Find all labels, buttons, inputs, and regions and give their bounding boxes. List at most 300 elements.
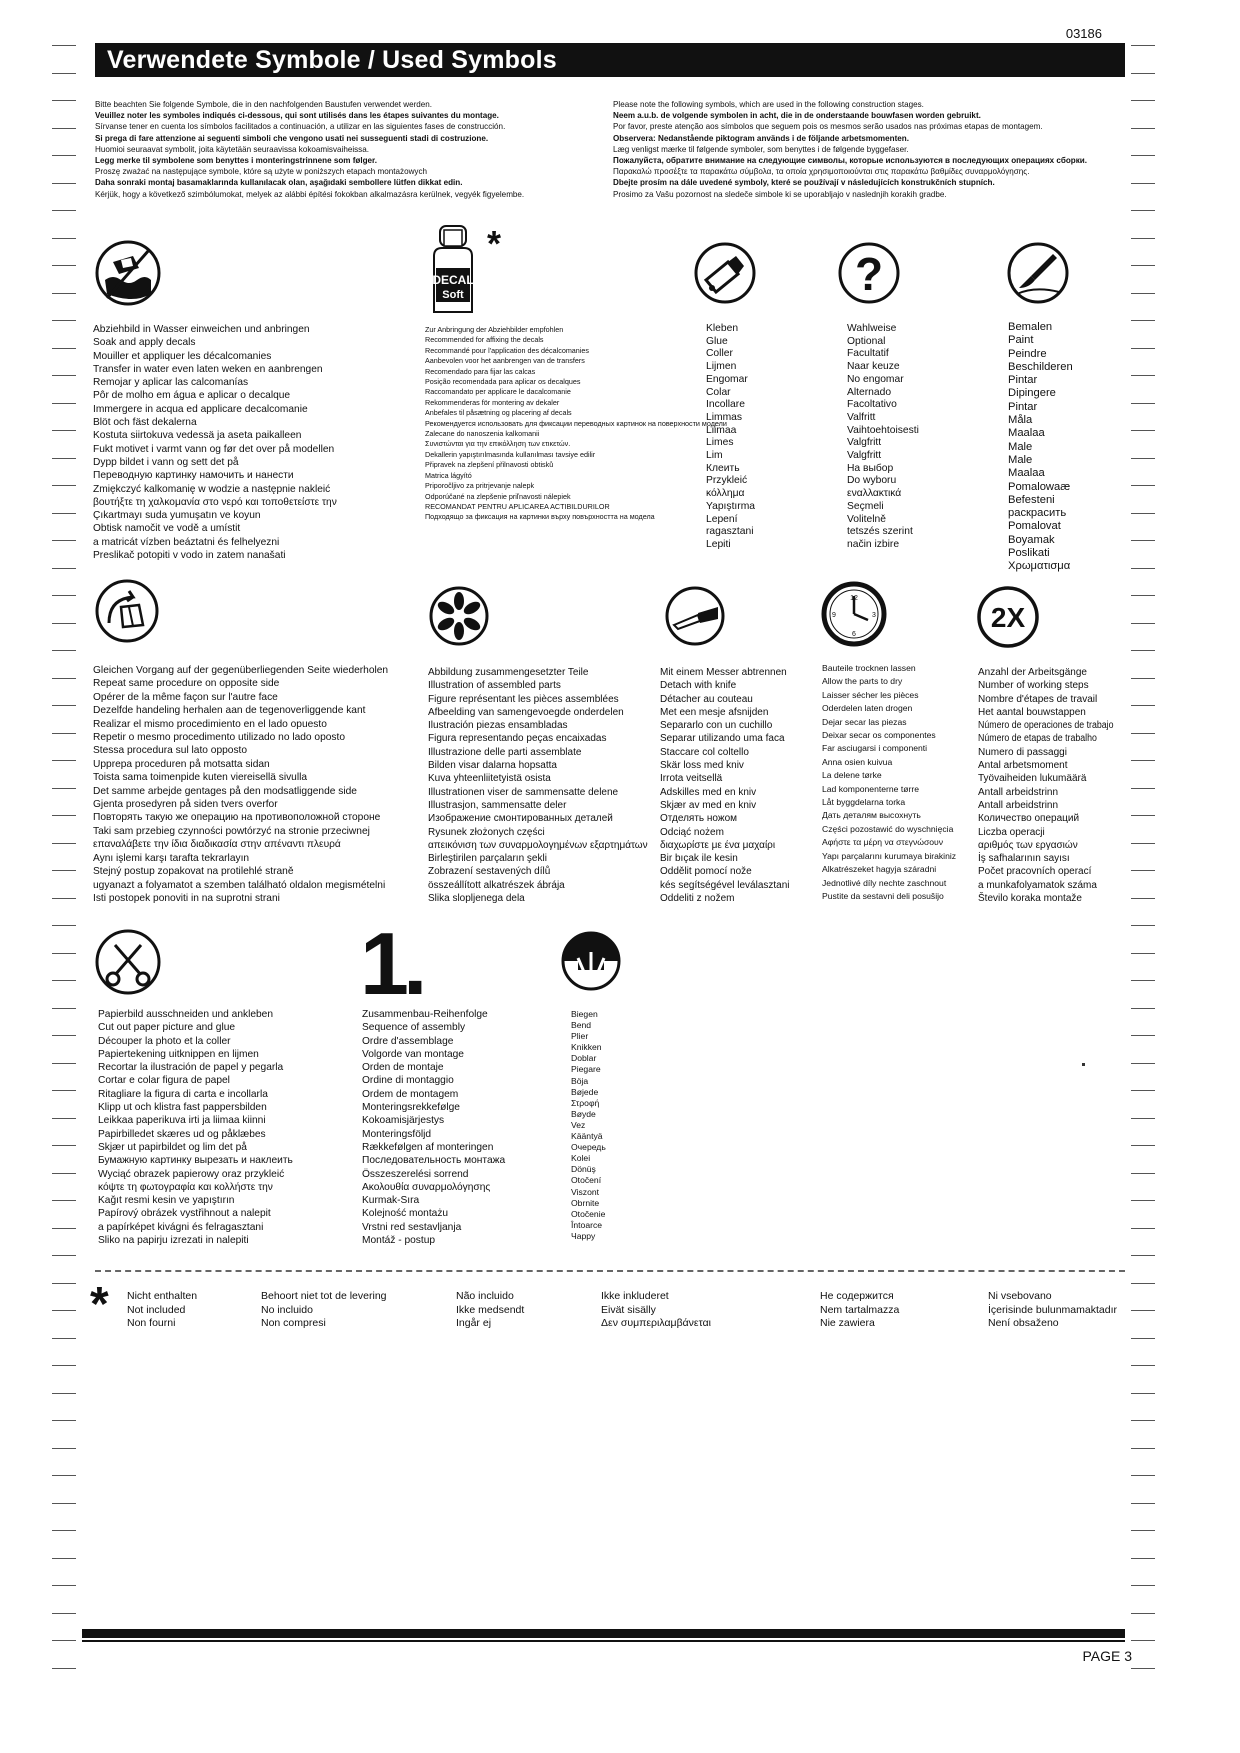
text-line: Slika slopljenega dela bbox=[428, 893, 525, 905]
text-line: Biegen bbox=[571, 1009, 598, 1019]
text-line: Separar utilizando uma faca bbox=[660, 733, 785, 745]
text-line: Valgfritt bbox=[847, 437, 882, 449]
text-line: Aynı işlemi karşı tarafta tekrarlayın bbox=[93, 852, 250, 864]
text-line: Boyamak bbox=[1008, 533, 1055, 546]
text-line: Antall arbeidstrinn bbox=[978, 786, 1059, 798]
text-line: Remojar y aplicar las calcomanías bbox=[93, 377, 249, 389]
text-line: Met een mesje afsnijden bbox=[660, 706, 769, 718]
text-line: αριθμός των εργασιών bbox=[978, 839, 1078, 851]
text-line: Bøyde bbox=[571, 1108, 596, 1119]
margin-dash bbox=[1131, 1448, 1155, 1449]
optional-question-icon bbox=[836, 240, 902, 306]
text-line: Leikkaa paperikuva irti ja liimaa kiinni bbox=[98, 1115, 266, 1127]
margin-dash bbox=[52, 898, 76, 899]
text-line: Antal arbetsmoment bbox=[978, 760, 1068, 772]
margin-dash bbox=[52, 1283, 76, 1284]
times-two-icon bbox=[976, 585, 1040, 649]
text-line: Illustrationen viser de sammensatte delene bbox=[428, 786, 619, 798]
text-line: Rysunek złożonych części bbox=[428, 826, 545, 838]
margin-dash bbox=[52, 1585, 76, 1586]
optional-text bbox=[847, 323, 919, 552]
text-line: Бумажную картинку вырезать и наклеить bbox=[98, 1155, 293, 1167]
text-line: Obtisk namočit ve vodě a umístit bbox=[93, 523, 241, 535]
text-line: Måla bbox=[1008, 414, 1033, 427]
text-line: Пожалуйста, обратите внимание на следующие символы, которые используются в последующих операциях сборки. bbox=[613, 156, 1087, 166]
text-line: Очередь bbox=[571, 1142, 606, 1153]
text-line: Naar keuze bbox=[847, 361, 900, 373]
text-line: Numero di passaggi bbox=[978, 746, 1067, 758]
text-line: κόψτε τη φωτογραφία και κολλήστε την bbox=[98, 1181, 273, 1193]
text-line: Pintar bbox=[1008, 400, 1038, 413]
text-line: Kokoamisjärjestys bbox=[362, 1115, 445, 1127]
margin-dash bbox=[52, 595, 76, 596]
margin-dash bbox=[1131, 348, 1155, 349]
soak-decal-text bbox=[93, 323, 337, 562]
margin-dash bbox=[1131, 1035, 1155, 1036]
text-line: Yapıştırma bbox=[706, 500, 756, 512]
text-line: Opérer de la même façon sur l'autre face bbox=[93, 691, 278, 703]
text-line: Vaihtoehtoisesti bbox=[847, 424, 919, 436]
text-line: Figura representando peças encaixadas bbox=[428, 733, 607, 745]
illustration-text bbox=[428, 666, 648, 905]
text-line: Papirbilledet skæres ud og påklæbes bbox=[98, 1128, 266, 1140]
text-line: Papierbild ausschneiden und ankleben bbox=[98, 1009, 274, 1020]
text-line: Preslikač potopiti v vodo in zatem nanašati bbox=[93, 550, 286, 562]
text-line: Дать деталям высохнуть bbox=[822, 810, 921, 821]
decal-soft-text bbox=[425, 325, 727, 523]
text-line: βουτήξτε τη χαλκομανία στο νερό και τοποθετείστε την bbox=[93, 496, 337, 508]
margin-dash bbox=[52, 925, 76, 926]
margin-dash bbox=[52, 128, 76, 129]
text-line: La delene tørke bbox=[822, 770, 882, 781]
text-line: Ikke inkluderet bbox=[601, 1290, 669, 1302]
bend-text bbox=[571, 1009, 606, 1242]
margin-dash bbox=[52, 1558, 76, 1559]
not-included-asterisk-icon: * bbox=[90, 1278, 109, 1331]
margin-dash bbox=[1131, 678, 1155, 679]
margin-dash bbox=[52, 870, 76, 871]
text-line: Kuva yhteenliitetyistä osista bbox=[428, 773, 551, 785]
margin-dash bbox=[52, 1090, 76, 1091]
text-line: Întoarce bbox=[571, 1219, 603, 1230]
margin-dash bbox=[52, 348, 76, 349]
text-line: Nombre d'étapes de travail bbox=[978, 693, 1098, 705]
text-line: Het aantal bouwstappen bbox=[978, 706, 1086, 718]
text-line: Количество операций bbox=[978, 813, 1080, 825]
margin-dash bbox=[1131, 458, 1155, 459]
text-line: Клеить bbox=[706, 462, 740, 474]
margin-dash bbox=[52, 540, 76, 541]
page-title: Verwendete Symbole / Used Symbols bbox=[107, 46, 557, 74]
margin-dash bbox=[1131, 1200, 1155, 1201]
text-line: На выбор bbox=[847, 462, 894, 474]
margin-dash bbox=[52, 1475, 76, 1476]
text-line: κόλλημα bbox=[706, 488, 745, 500]
text-line: απεικόνιση των συναρμολογημένων εξαρτημάτων bbox=[428, 839, 648, 851]
text-line: Detach with knife bbox=[660, 680, 737, 692]
not-included-group bbox=[261, 1290, 387, 1331]
text-line: Repeat same procedure on opposite side bbox=[93, 678, 280, 690]
text-line: Počet pracovních operací bbox=[978, 866, 1092, 878]
text-line: Sequence of assembly bbox=[362, 1022, 466, 1034]
text-line: раскрасить bbox=[1008, 507, 1067, 520]
margin-dash bbox=[52, 1448, 76, 1449]
text-line: Ordre d'assemblage bbox=[362, 1035, 454, 1047]
margin-dash bbox=[52, 1530, 76, 1531]
text-line: Peindre bbox=[1008, 347, 1047, 360]
text-line: RECOMANDAT PENTRU APLICAREA ACTIBILDURILOR bbox=[425, 501, 610, 511]
text-line: Volgorde van montage bbox=[362, 1048, 464, 1060]
glue-text bbox=[706, 323, 755, 552]
text-line: Παρακαλώ προσέξτε τα παρακάτω σύμβολα, τα οποία χρησιμοποιούνται στις παρακάτω βαθμίδες συναρμολόγησης. bbox=[613, 167, 1030, 177]
text-line: Montáž - postup bbox=[362, 1235, 436, 1247]
margin-dash bbox=[1131, 128, 1155, 129]
text-line: Χρωματισμα bbox=[1008, 560, 1071, 573]
text-line: Kurmak-Sıra bbox=[362, 1195, 420, 1207]
text-line: ugyanazt a folyamatot a szemben található oldalon megismételni bbox=[93, 879, 386, 891]
soft-label: Soft bbox=[442, 289, 464, 301]
text-line: Dbejte prosím na dále uvedené symboly, které se používají v následujících konstrukčních stupních. bbox=[613, 178, 995, 188]
text-line: Не содержится bbox=[820, 1290, 894, 1302]
repeat-text bbox=[93, 664, 388, 905]
text-line: Kolejność montażu bbox=[362, 1208, 449, 1220]
asterisk-icon: * bbox=[486, 223, 502, 264]
margin-dash bbox=[1131, 293, 1155, 294]
text-line: Découper la photo et la coller bbox=[98, 1035, 231, 1047]
text-line: Staccare col coltello bbox=[660, 746, 749, 758]
text-line: İş safhalarının sayısı bbox=[978, 853, 1070, 865]
text-line: Figure représentant les pièces assemblées bbox=[428, 693, 619, 705]
text-line: a papírképet kivágni és felragasztani bbox=[98, 1221, 264, 1233]
margin-dash bbox=[52, 155, 76, 156]
margin-dash bbox=[1131, 1640, 1155, 1641]
decal-soft-bottle-icon bbox=[428, 222, 518, 317]
text-line: Ordine di montaggio bbox=[362, 1075, 454, 1087]
text-line: Anzahl der Arbeitsgänge bbox=[978, 667, 1087, 678]
margin-dash bbox=[1131, 1613, 1155, 1614]
text-line: Stejný postup zopakovat na protilehlé straně bbox=[93, 866, 294, 878]
paint-brush-icon bbox=[1005, 240, 1071, 306]
text-line: Oddělit pomocí nože bbox=[660, 866, 752, 878]
text-line: Części pozostawić do wyschnięcia bbox=[822, 823, 954, 834]
margin-dash bbox=[52, 1365, 76, 1366]
text-line: Antall arbeidstrinn bbox=[978, 799, 1059, 811]
text-line: Συνιστώνται για την επικόλληση των ετικετών. bbox=[425, 439, 571, 449]
text-line: Gleichen Vorgang auf der gegenüberliegenden Seite wiederholen bbox=[93, 665, 389, 676]
text-line: Lepení bbox=[706, 513, 738, 525]
text-line: Dekallerin yapıştırılmasında kullanılması tavsiye edilir bbox=[425, 449, 596, 459]
text-line: Kérjük, hogy a következő szimbólumokat, melyek az alábbi építési fokokban alkalmazásra kerülnek, vegyék figyelembe. bbox=[95, 189, 525, 199]
text-line: összeállított alkatrészek ábrája bbox=[428, 879, 565, 891]
text-line: Összeszerelési sorrend bbox=[362, 1168, 469, 1180]
not-included-group bbox=[988, 1290, 1117, 1331]
text-line: Dejar secar las piezas bbox=[822, 716, 907, 727]
text-line: Please note the following symbols, which are used in the following construction stages. bbox=[613, 100, 924, 109]
text-line: Otočenie bbox=[571, 1208, 606, 1219]
text-line: Toista sama toimenpide kuten viereisellä sivulla bbox=[93, 772, 308, 784]
text-line: Чарру bbox=[571, 1230, 596, 1241]
margin-dash bbox=[52, 513, 76, 514]
text-line: a matricát vízben beáztatni és felhelyezni bbox=[93, 536, 280, 548]
text-line: Bauteile trocknen lassen bbox=[822, 663, 916, 673]
margin-dash bbox=[52, 100, 76, 101]
text-line: Připravek na zlepšení přilnavosti obtisků bbox=[425, 460, 554, 470]
text-line: Número de etapas de trabalho bbox=[978, 733, 1097, 745]
text-line: Последовательность монтажа bbox=[362, 1155, 506, 1167]
text-line: Befesteni bbox=[1008, 493, 1055, 506]
margin-dash bbox=[1131, 155, 1155, 156]
text-line: Ni vsebovano bbox=[988, 1290, 1052, 1302]
text-line: Dipingere bbox=[1008, 387, 1056, 400]
text-line: Legg merke til symbolene som benyttes i monteringstrinnene som følger. bbox=[95, 156, 377, 166]
margin-dash bbox=[52, 1173, 76, 1174]
text-line: a munkafolyamatok száma bbox=[978, 879, 1097, 891]
margin-dash bbox=[1131, 238, 1155, 239]
text-line: Liimaa bbox=[706, 424, 737, 436]
knife-text bbox=[660, 666, 790, 905]
margin-dash bbox=[1131, 1558, 1155, 1559]
margin-dash bbox=[1131, 265, 1155, 266]
page-number: PAGE 3 bbox=[1082, 1648, 1132, 1664]
text-line: Knikken bbox=[571, 1042, 602, 1053]
text-line: Raccomandato per applicare le dacalcomanie bbox=[425, 387, 571, 397]
text-line: Zalecane do nanoszenia kalkomanii bbox=[425, 429, 540, 439]
text-line: Nem tartalmazza bbox=[820, 1303, 900, 1316]
text-line: Matrica lágyító bbox=[425, 470, 472, 480]
margin-dash bbox=[52, 1503, 76, 1504]
text-line: Veuillez noter les symboles indiqués ci-dessous, qui sont utilisés dans les étapes suivantes du montage. bbox=[95, 111, 499, 121]
text-line: Illustrazione delle parti assemblate bbox=[428, 746, 582, 758]
text-line: Število koraka montaže bbox=[978, 893, 1082, 905]
margin-dash bbox=[1131, 375, 1155, 376]
text-line: Yapı parçalarını kurumaya birakiniz bbox=[822, 850, 957, 861]
margin-dash bbox=[52, 650, 76, 651]
text-line: Ordem de montagem bbox=[362, 1088, 459, 1100]
text-line: Dypp bildet i vann og sett det på bbox=[93, 456, 239, 468]
text-line: Anbefales til påsætning og placering af decals bbox=[425, 408, 572, 418]
dashed-separator bbox=[95, 1270, 1125, 1272]
margin-dash bbox=[52, 1255, 76, 1256]
text-line: Repetir o mesmo procedimento utilizado no lado oposto bbox=[93, 732, 346, 744]
text-line: Подходящо за фиксация на картинки върху повърхността на модела bbox=[425, 512, 655, 522]
svg-text:12: 12 bbox=[850, 595, 858, 602]
text-line: Ilustración piezas ensambladas bbox=[428, 720, 568, 732]
text-line: Alternado bbox=[847, 386, 892, 398]
text-line: Facultatif bbox=[847, 348, 889, 360]
margin-dash bbox=[1131, 953, 1155, 954]
times-two-label: 2X bbox=[990, 602, 1026, 633]
text-line: način izbire bbox=[847, 538, 900, 550]
text-line: Illustrasjon, sammensatte deler bbox=[428, 799, 567, 811]
text-line: Bilden visar dalarna hopsatta bbox=[428, 760, 557, 772]
margin-dash bbox=[1131, 925, 1155, 926]
text-line: Αφήστε τα μέρη να στεγνώσουν bbox=[822, 837, 944, 848]
text-line: Eivät sisälly bbox=[601, 1303, 656, 1316]
text-line: Détacher au couteau bbox=[660, 693, 753, 705]
margin-dash bbox=[1131, 1475, 1155, 1476]
margin-dash bbox=[1131, 73, 1155, 74]
text-line: Limes bbox=[706, 437, 734, 449]
margin-dash bbox=[52, 1420, 76, 1421]
text-line: Proszę zważać na następujące symbole, które są użyte w poniższych etapach montażowych bbox=[95, 167, 428, 177]
text-line: Lad komponenterne tørre bbox=[822, 783, 919, 794]
text-line: Δεν συμπεριλαμβάνεται bbox=[601, 1317, 712, 1329]
margin-dash bbox=[52, 265, 76, 266]
margin-dash bbox=[1131, 183, 1155, 184]
text-line: Aanbevolen voor het aanbrengen van de transfers bbox=[425, 356, 585, 366]
text-line: Vrstni red sestavljanja bbox=[362, 1221, 462, 1233]
text-line: Monteringsrekkefølge bbox=[362, 1102, 460, 1114]
margin-dash bbox=[52, 210, 76, 211]
margin-dash bbox=[52, 788, 76, 789]
text-line: Työvaiheiden lukumäärä bbox=[978, 773, 1087, 785]
text-line: İçerisinde bulunmamaktadır bbox=[988, 1303, 1117, 1316]
text-line: Por favor, preste atenção aos símbolos que seguem pois os mesmos serão usados nas próximas etapas de montagem. bbox=[613, 122, 1043, 132]
margin-dash bbox=[52, 1063, 76, 1064]
margin-dash bbox=[52, 623, 76, 624]
margin-dash bbox=[1131, 1283, 1155, 1284]
margin-dash bbox=[52, 183, 76, 184]
margin-dash bbox=[1131, 1118, 1155, 1119]
margin-dash bbox=[1131, 1063, 1155, 1064]
margin-dash bbox=[1131, 650, 1155, 651]
margin-dash bbox=[1131, 1310, 1155, 1311]
sequence-text bbox=[362, 1008, 505, 1247]
text-line: Pôr de molho em água e aplicar o decalque bbox=[93, 390, 291, 402]
text-line: Recommandé pour l'application des décalcomanies bbox=[425, 345, 589, 355]
margin-dash bbox=[1131, 1255, 1155, 1256]
text-line: Alkatrészeket hagyja száradni bbox=[822, 864, 937, 875]
text-line: Non compresi bbox=[261, 1317, 326, 1329]
text-line: Maalaa bbox=[1008, 427, 1045, 440]
text-line: Kääntyä bbox=[571, 1131, 603, 1142]
text-line: Отделять ножом bbox=[660, 813, 738, 825]
margin-dash bbox=[1131, 1530, 1155, 1531]
text-line: Bitte beachten Sie folgende Symbole, die in den nachfolgenden Baustufen verwendet werden. bbox=[95, 100, 433, 109]
text-line: Bemalen bbox=[1008, 321, 1053, 333]
text-line: Mit einem Messer abtrennen bbox=[660, 667, 787, 678]
steps-count-text bbox=[978, 666, 1132, 905]
text-line: Birleştirilen parçaların şekli bbox=[428, 853, 547, 865]
text-line: Zobrazení sestavených dílů bbox=[428, 866, 551, 878]
margin-dash bbox=[1131, 100, 1155, 101]
text-line: Çıkartmayı suda yumuşatın ve koyun bbox=[93, 510, 261, 522]
margin-dash bbox=[1131, 1668, 1155, 1669]
margin-dash bbox=[52, 403, 76, 404]
text-line: Neem a.u.b. de volgende symbolen in acht, die in de onderstaande bouwfasen worden gebruikt. bbox=[613, 111, 981, 121]
margin-dash bbox=[1131, 513, 1155, 514]
margin-dash bbox=[52, 1008, 76, 1009]
margin-dash bbox=[1131, 1585, 1155, 1586]
text-line: Taki sam przebieg czynności powtórzyć na stronie przeciwnej bbox=[93, 825, 370, 837]
text-line: Rekommenderas för montering av dekaler bbox=[425, 397, 560, 407]
bottom-bar-thick bbox=[82, 1629, 1125, 1638]
margin-dash bbox=[1131, 403, 1155, 404]
text-line: Blöt och fäst dekalerna bbox=[93, 417, 197, 429]
margin-dash bbox=[1131, 788, 1155, 789]
margin-dash bbox=[52, 1640, 76, 1641]
margin-dash bbox=[1131, 1173, 1155, 1174]
text-line: Immergere in acqua ed applicare decalcomanie bbox=[93, 403, 308, 415]
text-line: Não incluido bbox=[456, 1290, 514, 1302]
text-line: Abziehbild in Wasser einweichen und anbringen bbox=[93, 324, 310, 335]
text-line: Ikke medsendt bbox=[456, 1303, 525, 1316]
text-line: Allow the parts to dry bbox=[822, 676, 903, 687]
text-line: Plier bbox=[571, 1031, 589, 1042]
margin-dash bbox=[1131, 1365, 1155, 1366]
intro-right-text bbox=[613, 99, 1087, 200]
text-line: Priporočljivo za pritrjevanje nalepk bbox=[425, 481, 535, 491]
text-line: Papírový obrázek vystřihnout a nalepit bbox=[98, 1208, 271, 1220]
text-line: Orden de montaje bbox=[362, 1062, 444, 1074]
text-line: Dezelfde handeling herhalen aan de tegenoverliggende kant bbox=[93, 705, 366, 717]
text-line: Rækkefølgen af monteringen bbox=[362, 1141, 494, 1153]
text-line: Afbeelding van samengevoegde onderdelen bbox=[428, 706, 624, 718]
text-line: ragasztani bbox=[706, 526, 754, 538]
text-line: Piegare bbox=[571, 1064, 601, 1075]
margin-dash bbox=[52, 1338, 76, 1339]
page-code: 03186 bbox=[1065, 26, 1102, 41]
margin-dash bbox=[52, 1668, 76, 1669]
margin-dash bbox=[52, 485, 76, 486]
margin-dash bbox=[52, 1613, 76, 1614]
step-number-icon: 1. bbox=[360, 914, 422, 1013]
margin-dash bbox=[52, 320, 76, 321]
text-line: Engomar bbox=[706, 373, 748, 385]
margin-dash bbox=[52, 73, 76, 74]
text-line: Skjær av med en kniv bbox=[660, 799, 757, 811]
margin-dash bbox=[52, 1228, 76, 1229]
assembled-parts-asterisk-icon bbox=[428, 585, 490, 647]
text-line: επαναλάβετε την ίδια διαδικασία στην απέναντι πλευρά bbox=[93, 839, 341, 851]
text-line: Observera: Nedanstående piktogram används i de följande arbetsmomenten. bbox=[613, 133, 909, 143]
margin-dash bbox=[52, 1200, 76, 1201]
not-included-group bbox=[601, 1290, 711, 1331]
text-line: Kolei bbox=[571, 1153, 591, 1164]
text-line: Abbildung zusammengesetzter Teile bbox=[428, 667, 589, 678]
text-line: Повторять такую же операцию на противоположной стороне bbox=[93, 812, 381, 824]
text-line: Prosimo za Vašu pozornost na sledeče simbole ki se uporabljajo v naslednjih korakih gradbe. bbox=[613, 189, 947, 199]
text-line: Gjenta prosedyren på siden tvers overfor bbox=[93, 799, 278, 811]
text-line: Kostuta siirtokuva vedessä ja aseta paikalleen bbox=[93, 430, 302, 442]
text-line: Viszont bbox=[571, 1186, 600, 1197]
text-line: Not included bbox=[127, 1303, 186, 1316]
text-line: tetszés szerint bbox=[847, 526, 913, 538]
text-line: Obrnite bbox=[571, 1197, 600, 1208]
text-line: Fukt motivet i varmt vann og før det over på modellen bbox=[93, 443, 335, 455]
text-line: Non fourni bbox=[127, 1317, 176, 1329]
margin-dash bbox=[1131, 485, 1155, 486]
text-line: Læg venligst mærke til følgende symboler, som benyttes i de følgende byggefaser. bbox=[613, 144, 909, 154]
margin-dash bbox=[52, 568, 76, 569]
svg-text:6: 6 bbox=[852, 631, 856, 638]
text-line: Pomalovat bbox=[1008, 520, 1061, 533]
text-line: Wyciąć obrazek papierowy oraz przykleić bbox=[98, 1168, 285, 1180]
text-line: Cut out paper picture and glue bbox=[98, 1022, 236, 1034]
text-line: Skjær ut papirbildet og lim det på bbox=[98, 1141, 247, 1153]
svg-text:3: 3 bbox=[872, 612, 876, 619]
margin-dash bbox=[52, 733, 76, 734]
margin-dash bbox=[52, 953, 76, 954]
text-line: Cortar e colar figura de papel bbox=[98, 1075, 230, 1087]
text-line: Jednotlivé díly nechte zaschnout bbox=[822, 877, 947, 888]
text-line: Lepiti bbox=[706, 538, 731, 550]
not-included-group bbox=[820, 1290, 899, 1331]
text-line: Glue bbox=[706, 335, 728, 347]
soak-decal-icon bbox=[93, 238, 163, 308]
margin-dash bbox=[1131, 1008, 1155, 1009]
text-line: Separarlo con un cuchillo bbox=[660, 720, 773, 732]
